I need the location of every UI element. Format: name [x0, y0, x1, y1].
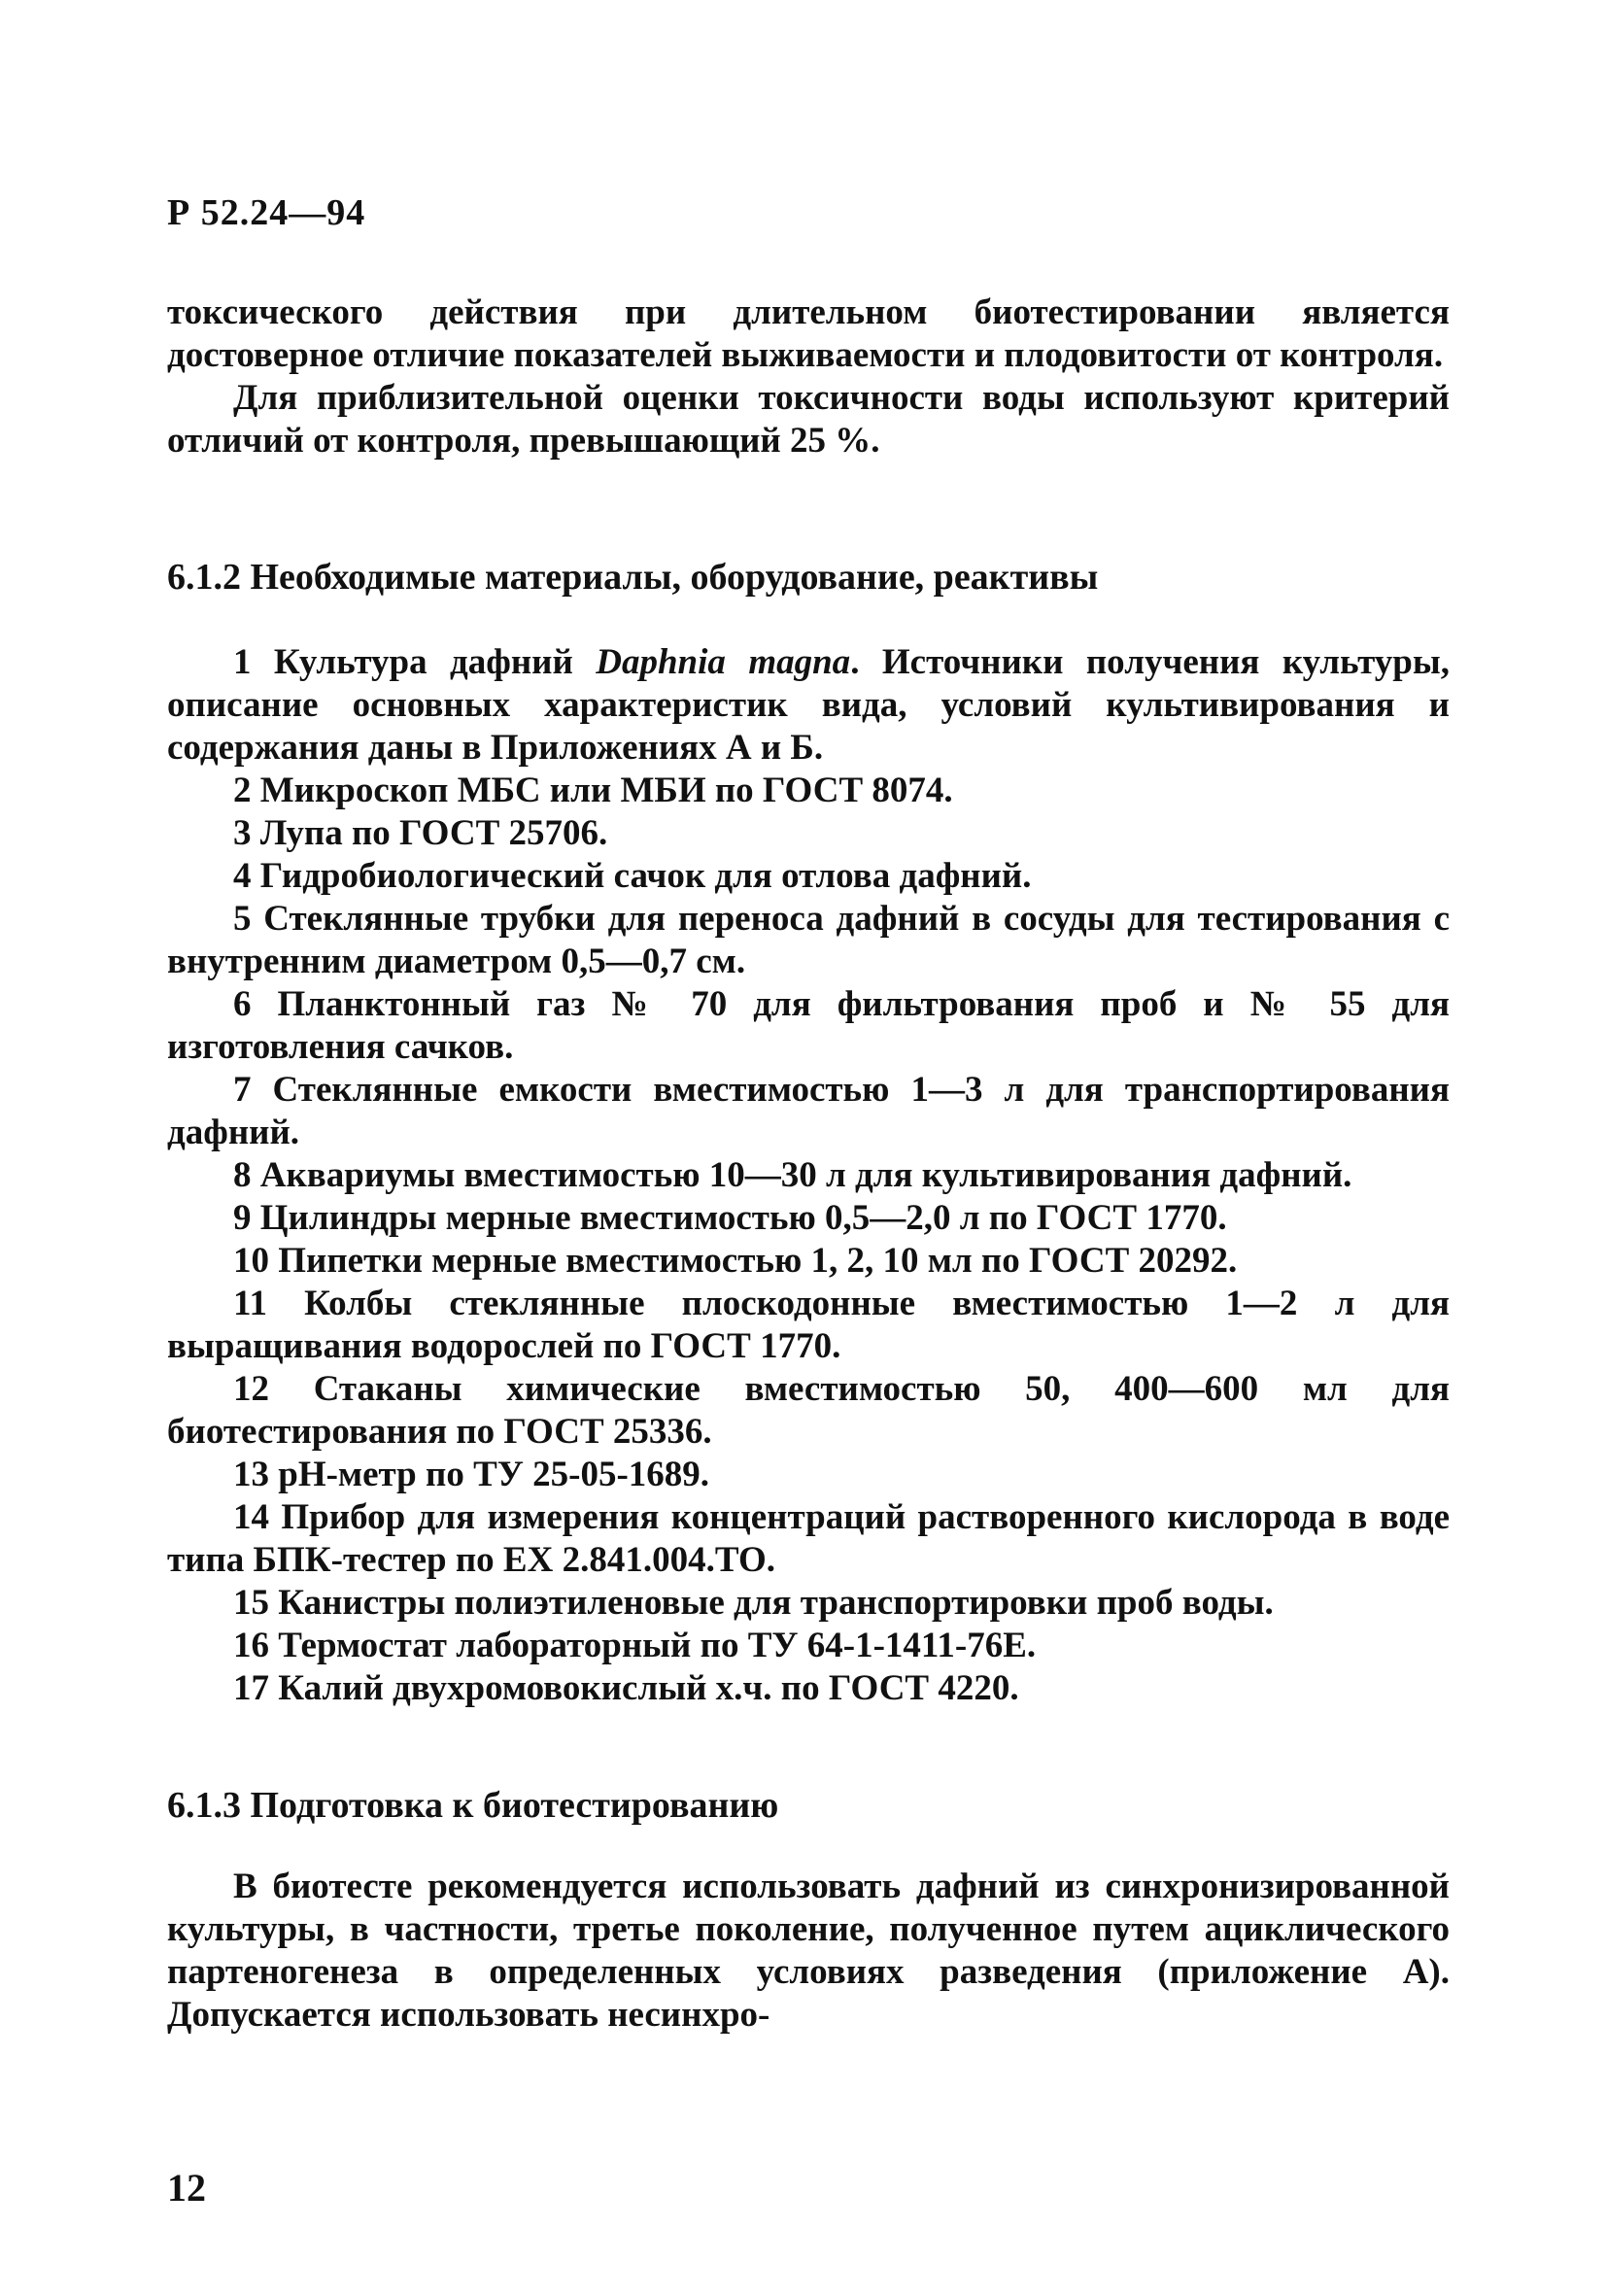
list-item: 5 Стеклянные трубки для переноса дафний в сосуды для тестирования с внутренним диаметром 0,5—0,7 см. [167, 899, 1450, 981]
list-item: 14 Прибор для измерения концентраций растворенного кислорода в воде типа БПК-тестер по ЕХ 2.841.004.ТО. [167, 1497, 1450, 1580]
list-item: 2 Микроскоп МБС или МБИ по ГОСТ 8074. [233, 771, 953, 810]
materials-list [167, 641, 1450, 1710]
intro-paragraph-1: токсического действия при длительном биотестировании является достоверное отличие показателей выживаемости и плодовитости от контроля. [167, 292, 1450, 375]
list-item: 16 Термостат лабораторный по ТУ 64-1-1411-76Е. [233, 1626, 1037, 1665]
list-item [167, 641, 1450, 770]
section-heading-6-1-2: 6.1.2 Необходимые материалы, оборудование, реактивы [167, 557, 1099, 598]
list-item: 9 Цилиндры мерные вместимостью 0,5—2,0 л по ГОСТ 1770. [233, 1198, 1227, 1238]
intro-block [167, 291, 1450, 463]
document-code-header: Р 52.24—94 [167, 192, 366, 233]
list-item: 15 Канистры полиэтиленовые для транспортировки проб воды. [233, 1583, 1274, 1623]
intro-paragraph-2: Для приблизительной оценки токсичности воды используют критерий отличий от контроля, превышающий 25 %. [167, 378, 1450, 461]
list-item: 10 Пипетки мерные вместимостью 1, 2, 10 мл по ГОСТ 20292. [233, 1241, 1238, 1281]
list-item: 13 pH-метр по ТУ 25-05-1689. [233, 1455, 710, 1494]
preparation-paragraph: В биотесте рекомендуется использовать дафний из синхронизированной культуры, в частности, третье поколение, полученное путем ациклического партеногенеза в определенных условиях разведения (приложение А). Допускается использовать несинхро- [167, 1867, 1450, 2035]
list-item: 6 Планктонный газ № 70 для фильтрования проб и № 55 для изготовления сачков. [167, 984, 1450, 1067]
preparation-block [167, 1866, 1450, 2037]
species-name: Daphnia magna [596, 642, 851, 682]
list-item: 3 Лупа по ГОСТ 25706. [233, 813, 608, 853]
list-item: 12 Стаканы химические вместимостью 50, 400—600 мл для биотестирования по ГОСТ 25336. [167, 1369, 1450, 1452]
list-item: 8 Аквариумы вместимостью 10—30 л для культивирования дафний. [233, 1155, 1352, 1195]
item-1-suffix: . Источники получения культуры, описание основных характеристик вида, условий культивирования и содержания даны в Приложениях А и Б. [167, 642, 1451, 768]
list-item: 17 Калий двухромовокислый х.ч. по ГОСТ 4220. [233, 1668, 1019, 1708]
item-1-prefix: 1 Культура дафний [233, 642, 597, 682]
list-item: 7 Стеклянные емкости вместимостью 1—3 л для транспортирования дафний. [167, 1070, 1450, 1152]
list-item: 11 Колбы стеклянные плоскодонные вместимостью 1—2 л для выращивания водорослей по ГОСТ 1770. [167, 1284, 1450, 1366]
page-number: 12 [167, 2166, 206, 2210]
section-heading-6-1-3: 6.1.3 Подготовка к биотестированию [167, 1785, 779, 1826]
list-item: 4 Гидробиологический сачок для отлова дафний. [233, 856, 1032, 896]
